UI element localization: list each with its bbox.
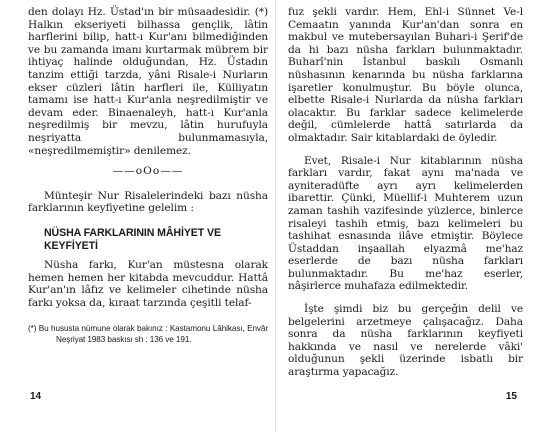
footnote: (*) Bu hususta nümune olarak bakınız : Kastamonu Lâhikası, Envâr Neşriyat 1983 baskısı sh : 136 ve 191. bbox=[28, 324, 268, 345]
right-paragraph-2: Evet, Risale-i Nur kitablarının nüsha farkları vardır, fakat aynı ma'nada ve ayniteradüfte ayrı ayrı kelimelerden ibarettir. Çünki, Müellif-i Muhterem uzun zaman tashih vazifesinde yüzlerce, binlerce risaleyi tashih etmiş, bazı kelimeleri bu tashihat esnasında ilâve etmiştir. Böylece Üstaddan inşaallah elyazmâ me'haz eserlerde de bazı nüsha farkları bulunmaktadır. Bu me'haz eserler, nâşirlerce muhafaza edilmektedir. bbox=[288, 154, 523, 293]
left-page bbox=[0, 0, 276, 432]
right-paragraph-3: İşte şimdi biz bu gerçeğin delil ve belgelerini arzetmeye çalışacağız. Daha sonra da nüsha farklarının keyfiyeti hakkında ve nasıl ve nerelerde vâki' olduğunun şekli üzerinde isbatlı bir araştırma yapacağız. bbox=[288, 303, 523, 379]
page-number-left: 14 bbox=[30, 391, 42, 402]
right-paragraph-1: fuz şekli vardır. Hem, Ehl-i Sünnet Ve-l Cemaatın yanında Kur'an'dan sonra en makbul ve mutebersayılan Buhari-i Şerif'de da hi bazı nüsha farkları bulunmaktadır. Buharî'nin İstanbul baskılı Osmanlı nüshasının kenarında bu nüsha farklarına işaretler konulmuştur. Bu böyle olunca, elbette Risale-i Nurlarda da nüsha farkları olacaktır. Bu farklar sadece kelimelerde değil, cümlelerde hattâ satırlarda da olmaktadır. Sair kitablardaki de öyledir. bbox=[288, 6, 523, 144]
left-paragraph-1: den dolayı Hz. Üstad'ın bir müsaadesidir. (*) Halkın ekseriyeti bilhassa gençlik, lâtin harflerini bilip, hatt-ı Kur'anı bilmediğinden ve bu zamanda imanı kurtarmak mübrem bir ihtiyaç halinde olduğundan, Hz. Üstadın tanzim ettiği tarzda, yâni Risale-i Nurların ekser cüzleri lâtin harfleri ile, Külliyatın tamamı ise hatt-ı Kur'anla neşredilmiştir ve devam eder. Binaenaleyh, hatt-ı Kur'anla neşredilmiş bir mevzu, lâtin hurufuyla neşriyatta bulunmamasıyla, «neşredilmemiştir» denilemez. bbox=[28, 6, 268, 157]
section-heading: NÜSHA FARKLARININ MÂHİYET VE KEYFİYETİ bbox=[44, 226, 221, 252]
page-number-right: 15 bbox=[505, 391, 517, 402]
left-text-column bbox=[28, 6, 268, 345]
right-text-column bbox=[288, 6, 523, 379]
left-paragraph-2: Münteşir Nur Risalelerindeki bazı nüsha farklarının keyfiyetine gelelim : bbox=[28, 189, 268, 215]
right-page bbox=[276, 0, 553, 432]
section-ornament: ——oOo—— bbox=[112, 165, 184, 178]
left-paragraph-3: Nüsha farkı, Kur'an müstesna olarak hemen hemen her kitabda mevcuddur. Hattâ Kur'an'ın lâfız ve kelimeler cihetinde nüsha farkı yoksa da, kıraat tarzında çeşitli telaf- bbox=[28, 258, 268, 309]
